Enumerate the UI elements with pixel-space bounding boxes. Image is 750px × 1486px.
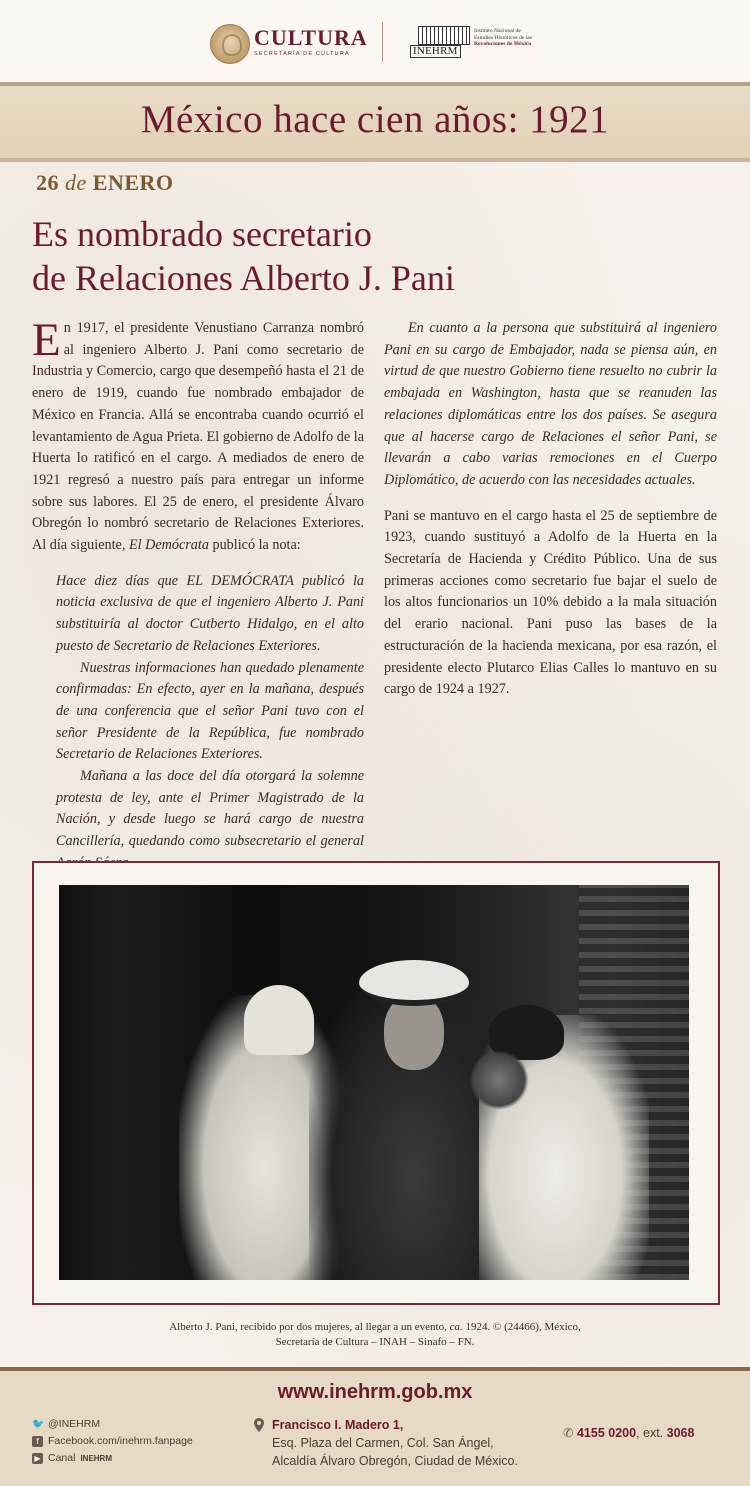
inehrm-line-2: Estudios Históricos de las [474, 34, 532, 41]
phone-ext-label: , ext. [636, 1426, 667, 1440]
caption-line-2: Secretaría de Cultura – INAH – Sinafo – FN. [275, 1336, 475, 1348]
address-block [254, 1416, 518, 1470]
address-line-3: Alcaldía Álvaro Obregón, Ciudad de México. [272, 1454, 518, 1468]
youtube-icon: ▶ [32, 1453, 43, 1464]
national-seal-icon [210, 24, 250, 64]
inehrm-fullname [474, 28, 564, 48]
facebook-url: Facebook.com/inehrm.fanpage [48, 1435, 193, 1447]
facebook-link[interactable] [32, 1433, 193, 1450]
historical-photo[interactable] [59, 885, 689, 1280]
article-date [36, 170, 174, 196]
youtube-link[interactable] [32, 1450, 193, 1467]
youtube-label: Canal [48, 1452, 76, 1464]
intro-end: publicó la nota: [208, 537, 301, 554]
caption-line-1 [0, 1320, 750, 1335]
quote-paragraph-1: Hace diez días que EL DEMÓCRATA publicó la noticia exclusiva de que el ingeniero Alberto J. Pani substituiría al doctor Cutberto Hidalgo, en el alto puesto de Secretario de Relaciones Exteriores. [56, 572, 364, 654]
inehrm-wordmark: INEHRM [410, 45, 461, 58]
twitter-handle: @INEHRM [48, 1418, 101, 1430]
cultura-wordmark: CULTURA [254, 25, 368, 50]
cultura-logo[interactable] [210, 24, 370, 64]
logo-divider [382, 22, 383, 62]
caption-circa: ca. [449, 1321, 463, 1333]
intro-paragraph [32, 314, 364, 557]
photo-boater-hat [359, 960, 469, 1006]
location-pin-icon [254, 1418, 264, 1432]
article-headline [32, 212, 722, 300]
address-line-2: Esq. Plaza del Carmen, Col. San Ángel, [272, 1436, 494, 1450]
date-de: de [65, 170, 87, 195]
article-column-2 [384, 318, 717, 701]
photo-man-face [384, 995, 444, 1070]
headline-line-2: de Relaciones Alberto J. Pani [32, 258, 455, 298]
youtube-channel: INEHRM [80, 1454, 112, 1463]
caption-text-b: 1924. © (24466), México, [462, 1321, 581, 1333]
address-street: Francisco I. Madero 1, [272, 1418, 404, 1432]
article-column-1 [32, 314, 364, 875]
newspaper-name: El Demócrata [128, 537, 209, 554]
website-link[interactable]: www.inehrm.gob.mx [277, 1381, 473, 1403]
quote-paragraph-3: Mañana a las doce del día otorgará la solemne protesta de ley, ante el Primer Magistrado de la Nación, y desde luego se hará cargo de nuestra Cancillería, quedando como subsecretario el general [56, 768, 364, 850]
intro-text: n 1917, el presidente Venustiano Carranza nombró al ingeniero Alberto J. Pani como secretario de Industria y Comercio, cargo que desempeñó hasta el 21 de enero de 1919, cuando fue nombrado embajador de México en Francia. Allá se encontraba cuando ocurrió el levantamiento de Agua Prieta. El gobierno de Adolfo de la Huerta lo ratificó en el cargo. A mediados de enero de 1921 regresó a nuestro país para entregar un informe sobre sus labores. El 25 de enero, el presidente Álvaro Obregón lo nombró secretario de Relaciones Exteriores. Al día siguiente, [32, 320, 364, 554]
phone-contact[interactable] [563, 1425, 694, 1440]
photo-flowers [469, 1050, 529, 1110]
caption-text-a: Alberto J. Pani, recibido por dos mujeres, al llegar a un evento, [169, 1321, 450, 1333]
inehrm-logo[interactable] [410, 26, 560, 62]
facebook-icon: f [32, 1436, 43, 1447]
headline-line-1: Es nombrado secretario [32, 214, 372, 254]
twitter-link[interactable] [32, 1416, 193, 1433]
quote-paragraph-4: En cuanto a la persona que substituirá al ingeniero Pani en su cargo de Embajador, nada se piensa aún, en virtud de que nuestro Gobierno tiene resuelto no cubrir la embajada en Washington, hasta que se reanuden las relaciones diplomáticas entre los dos países. Se asegura que al hacerse cargo de Relaciones el señor Pani, se llevarán a cabo varias remociones en el Cuerpo Diplomático, de acuerdo con las necesidades actuales. [384, 320, 717, 488]
cultura-subtitle: SECRETARÍA DE CULTURA [254, 51, 350, 57]
inehrm-line-3: Revoluciones de México [474, 41, 532, 47]
social-links [32, 1416, 193, 1467]
twitter-icon: 🐦 [32, 1419, 45, 1430]
closing-paragraph: Pani se mantuvo en el cargo hasta el 25 de septiembre de 1923, cuando sustituyó a Adolfo de la Huerta en la Secretaría de Hacienda y Crédito Público. Una de sus primeras acciones como secretario fue bajar el suelo de los altos funcionarios un 10% debido a la mala situación del erario nacional. Pani puso las bases de la estructuración de la hacienda mexicana, por esa razón, el presidente electo Plutarco Elias Calles lo mantuvo en su cargo de 1924 a 1927. [384, 507, 717, 698]
date-month: ENERO [92, 170, 174, 195]
phone-icon: ✆ [563, 1425, 574, 1440]
building-icon [418, 26, 470, 45]
date-day: 26 [36, 170, 59, 195]
logo-header [0, 0, 750, 82]
phone-extension: 3068 [666, 1426, 695, 1440]
page-title: México hace cien años: 1921 [140, 98, 610, 141]
photo-caption [0, 1320, 750, 1350]
phone-number: 4155 0200 [576, 1426, 637, 1440]
drop-cap: E [32, 314, 61, 366]
quote-paragraph-2: Nuestras informaciones han quedado plenamente confirmadas: En efecto, ayer en la mañana, después de una conferencia que el señor Pani tuvo con el señor Presidente de la República, fue nombrado Secretario de Relaciones Exteriores. [56, 659, 364, 763]
photo-woman-left-hat [244, 985, 314, 1055]
inehrm-line-1: Instituto Nacional de [474, 28, 521, 34]
